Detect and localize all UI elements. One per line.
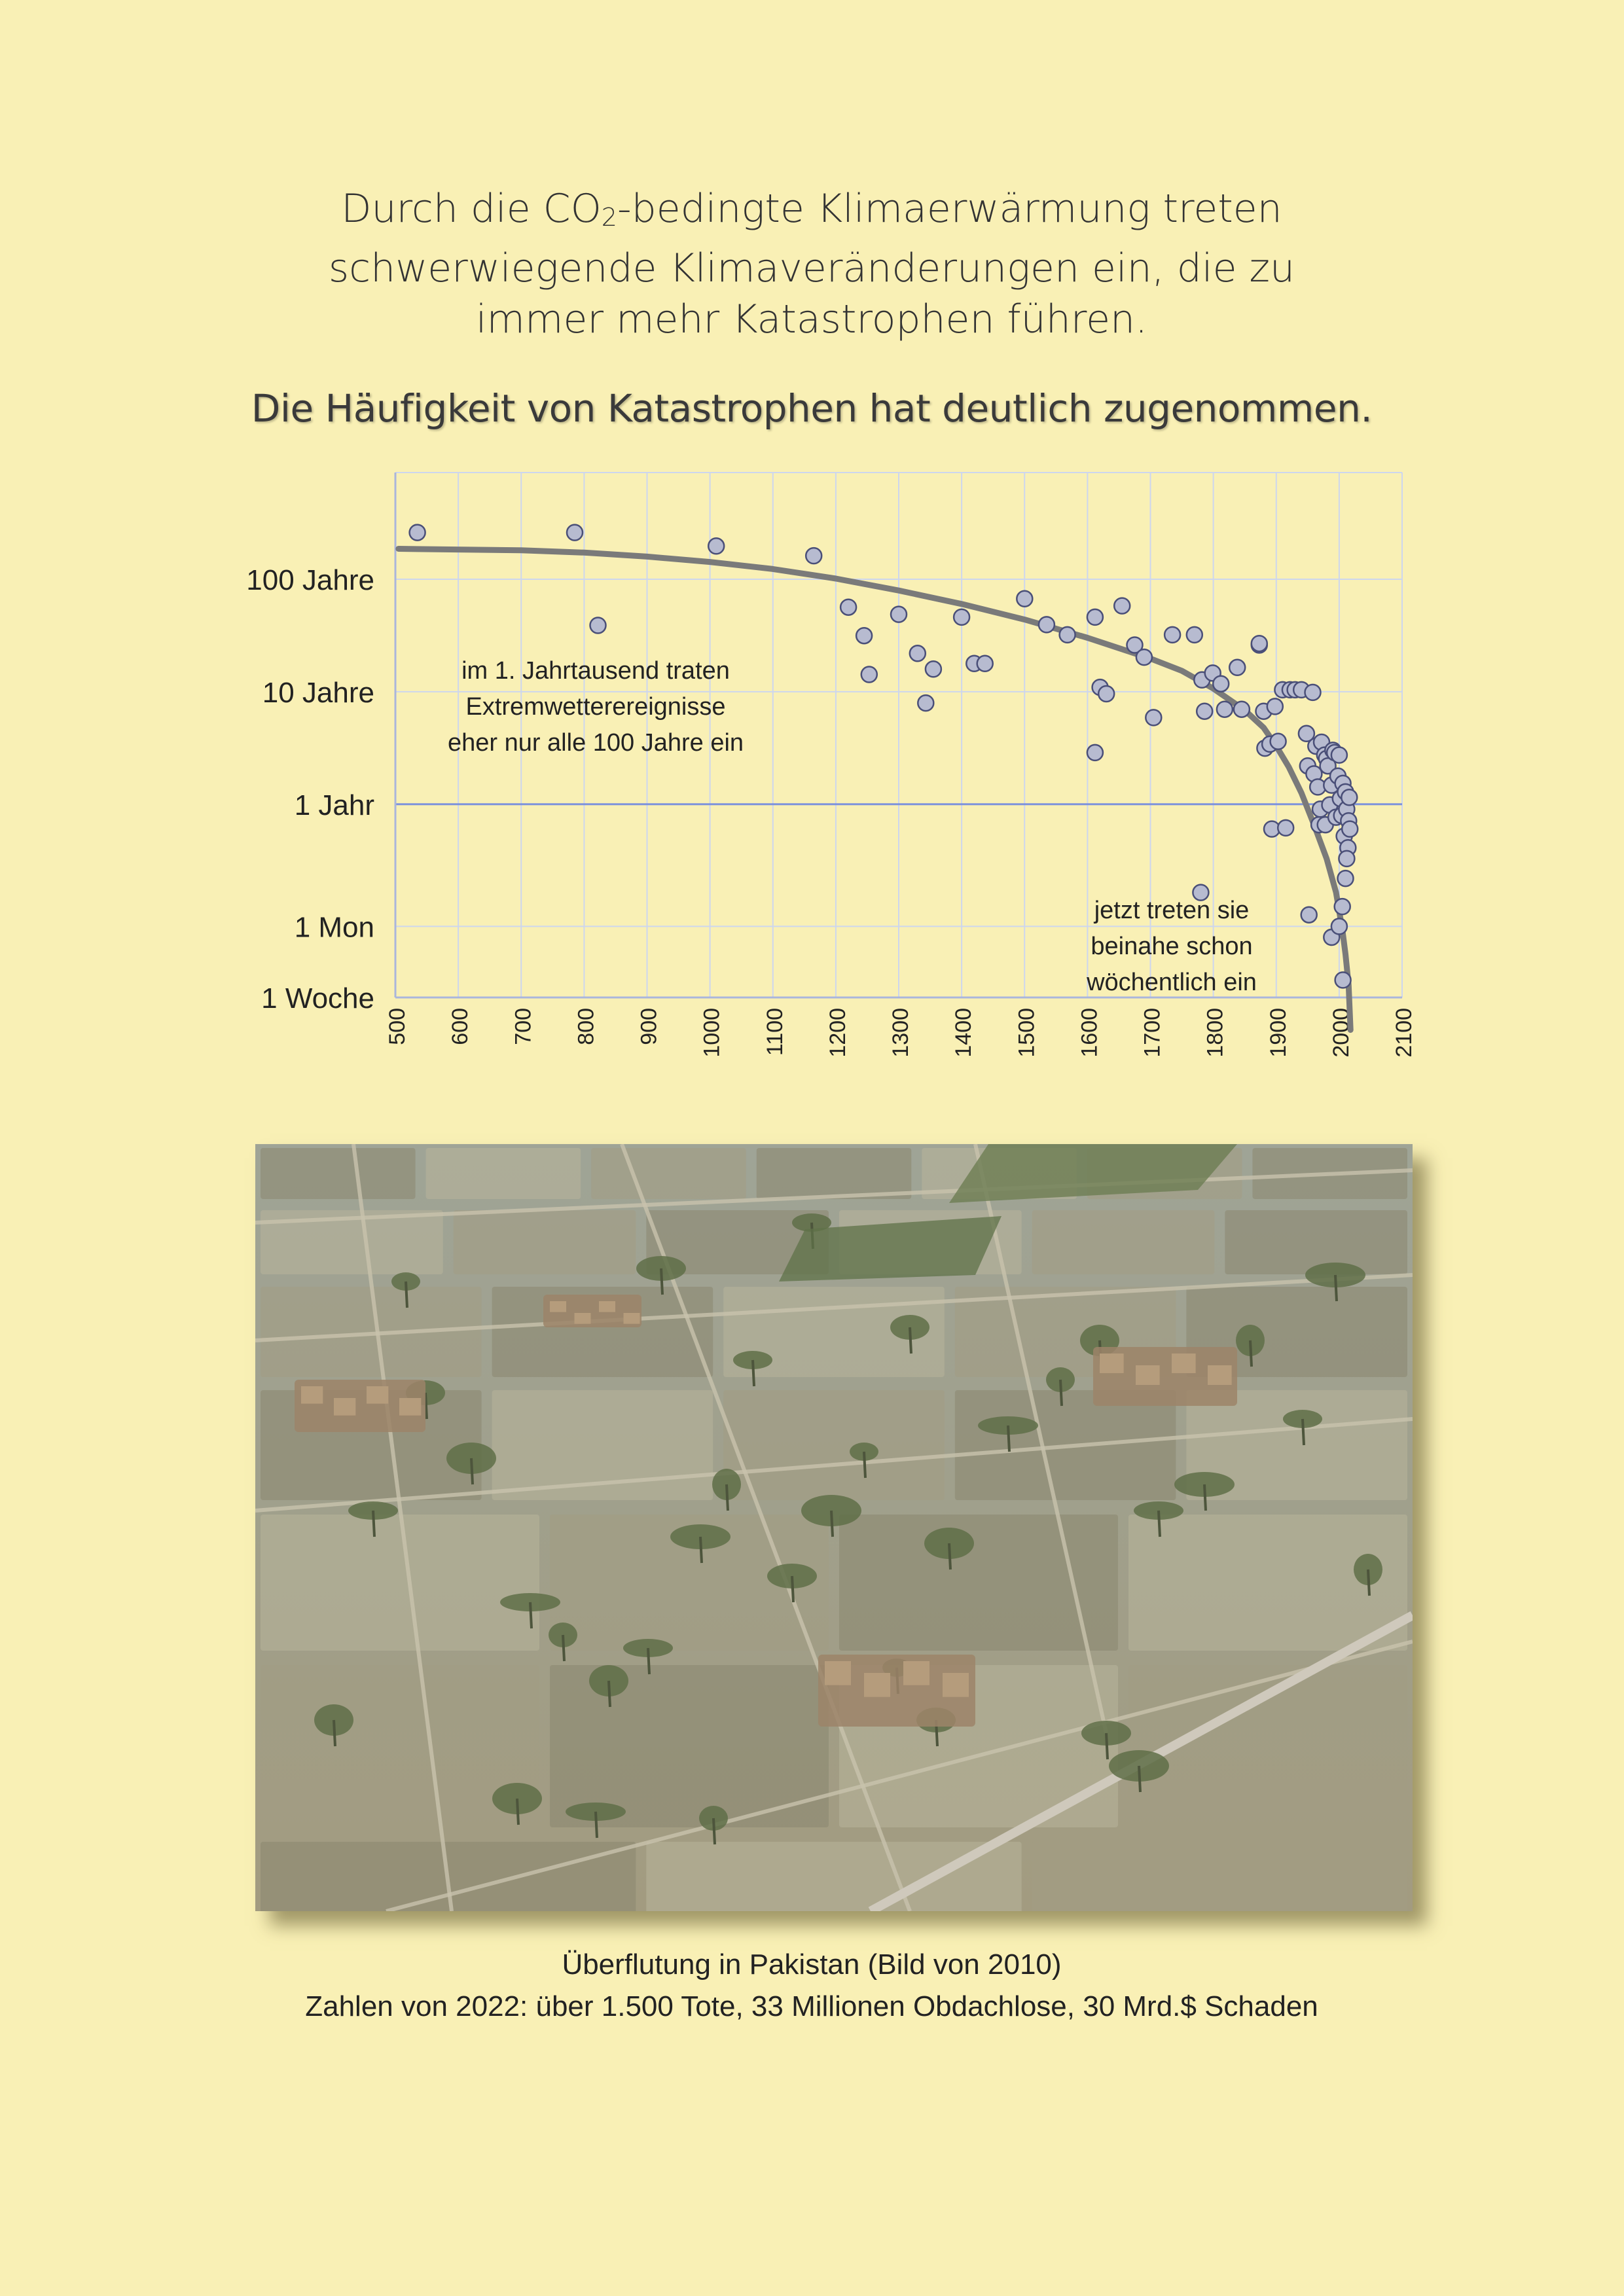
data-point [1217, 702, 1233, 717]
intro-line-2: schwerwiegende Klimaveränderungen ein, die zu [328, 245, 1295, 291]
building [943, 1673, 969, 1697]
flooded-field [261, 1515, 539, 1651]
building [399, 1398, 421, 1416]
flood-photo [255, 1144, 1413, 1911]
tree-trunk [727, 1484, 728, 1511]
x-tick-label: 1000 [699, 1008, 725, 1058]
data-point [1335, 972, 1351, 988]
data-point [977, 656, 993, 672]
chart-annotations [448, 657, 1257, 996]
data-point [1098, 686, 1114, 702]
tree-trunk [609, 1681, 610, 1707]
flooded-field [591, 1148, 746, 1199]
building [550, 1301, 566, 1312]
building [301, 1386, 323, 1404]
flooded-field [646, 1842, 1021, 1911]
data-point [567, 525, 583, 541]
tree-trunk [517, 1799, 518, 1825]
data-point [1305, 685, 1321, 700]
tree-trunk [1303, 1419, 1304, 1445]
tree-trunk [1008, 1426, 1009, 1452]
flooded-field [757, 1148, 912, 1199]
data-point [1335, 899, 1350, 914]
data-point [1060, 627, 1075, 643]
data-point [1271, 734, 1286, 749]
x-tick-label: 1600 [1077, 1008, 1102, 1058]
tree-trunk [1106, 1733, 1108, 1759]
data-point [926, 661, 941, 677]
tree-trunk [596, 1812, 597, 1838]
data-point [1301, 907, 1317, 923]
x-tick-label: 600 [448, 1008, 473, 1045]
data-point [410, 525, 425, 541]
x-tick-label: 1900 [1265, 1008, 1291, 1058]
data-point [1234, 702, 1250, 717]
annotation-line: jetzt treten sie [1094, 897, 1250, 924]
data-point [891, 607, 907, 622]
tree-trunk [334, 1720, 335, 1746]
tree-trunk [910, 1327, 911, 1354]
flooded-field [1032, 1842, 1407, 1911]
data-point [1339, 851, 1354, 867]
y-tick-label: 1 Mon [294, 911, 374, 944]
x-tick-label: 1700 [1140, 1008, 1165, 1058]
tree-trunk [1335, 1275, 1337, 1301]
x-tick-label: 2100 [1392, 1008, 1416, 1058]
x-tick-label: 900 [636, 1008, 662, 1045]
tree-trunk [471, 1458, 473, 1484]
tree-trunk [530, 1602, 532, 1628]
data-point [1252, 636, 1267, 651]
data-point [954, 609, 969, 625]
tree-trunk [792, 1576, 793, 1602]
x-tick-label: 800 [573, 1008, 599, 1045]
building [575, 1313, 591, 1324]
data-point [1267, 698, 1283, 714]
flood-photo-image [255, 1144, 1413, 1911]
x-tick-label: 500 [385, 1008, 410, 1045]
y-tick-label: 10 Jahre [262, 676, 374, 709]
building [1136, 1365, 1160, 1385]
data-point [806, 548, 821, 564]
data-point [1342, 821, 1358, 837]
y-tick-label: 1 Jahr [294, 789, 374, 821]
tree-trunk [700, 1537, 702, 1563]
building [903, 1661, 929, 1685]
tree-trunk [864, 1452, 865, 1478]
annotation-1 [448, 657, 744, 757]
disaster-frequency-chart [0, 0, 1624, 1113]
x-tick-label: 1400 [951, 1008, 977, 1058]
x-tick-label: 1100 [762, 1008, 787, 1056]
building [1172, 1354, 1196, 1373]
data-point [918, 695, 933, 711]
headline: Die Häufigkeit von Katastrophen hat deutlich zugenommen. [251, 386, 1373, 431]
data-point [1197, 704, 1212, 719]
building [864, 1673, 890, 1697]
y-tick-label: 1 Woche [261, 982, 374, 1014]
tree-trunk [563, 1635, 564, 1661]
data-point [1164, 627, 1180, 643]
flooded-field [839, 1515, 1118, 1651]
flooded-field [426, 1148, 581, 1199]
tree-trunk [949, 1543, 950, 1570]
tree-trunk [1204, 1484, 1206, 1511]
annotation-line: eher nur alle 100 Jahre ein [447, 729, 744, 757]
tree-trunk [425, 1393, 427, 1419]
x-tick-label: 700 [511, 1008, 536, 1045]
x-tick-label: 2000 [1328, 1008, 1354, 1058]
tree-trunk [713, 1818, 715, 1844]
data-point [1331, 918, 1347, 934]
data-point [1087, 609, 1103, 625]
y-tick-label: 100 Jahre [246, 564, 374, 596]
x-tick-label: 1800 [1202, 1008, 1228, 1058]
building [1208, 1365, 1232, 1385]
data-point [910, 645, 926, 661]
data-point [1017, 591, 1032, 607]
x-tick-label: 1500 [1014, 1008, 1039, 1058]
data-point [1187, 627, 1202, 643]
tree-trunk [1159, 1511, 1160, 1537]
data-point [840, 600, 856, 615]
tree-trunk [661, 1268, 662, 1295]
building [624, 1313, 640, 1324]
data-point [1213, 676, 1229, 692]
data-point [708, 538, 724, 554]
tree-trunk [373, 1511, 374, 1537]
caption-line-1: Überflutung in Pakistan (Bild von 2010) [562, 1948, 1062, 1981]
data-point [1114, 598, 1130, 614]
building [825, 1661, 851, 1685]
data-point [1229, 660, 1245, 675]
building [367, 1386, 388, 1404]
flooded-field [723, 1390, 945, 1500]
data-point [856, 628, 872, 643]
building [334, 1398, 355, 1416]
tree-trunk [1250, 1340, 1252, 1367]
caption-line-2: Zahlen von 2022: über 1.500 Tote, 33 Millionen Obdachlose, 30 Mrd.$ Schaden [305, 1990, 1318, 2022]
building [1100, 1354, 1124, 1373]
annotation-2 [1086, 897, 1257, 996]
data-point [1338, 870, 1354, 886]
data-point [1136, 649, 1152, 665]
flooded-field [454, 1210, 636, 1274]
intro-line-3: immer mehr Katastrophen führen. [475, 296, 1148, 342]
data-point [861, 667, 877, 683]
tree-trunk [1368, 1570, 1369, 1596]
annotation-line: im 1. Jahrtausend traten [461, 657, 730, 685]
x-tick-label: 1200 [825, 1008, 850, 1058]
tree-trunk [1139, 1766, 1140, 1792]
data-point [1087, 745, 1103, 761]
flooded-field [261, 1148, 416, 1199]
x-tick-label: 1300 [888, 1008, 913, 1058]
annotation-line: Extremwetterereignisse [465, 693, 726, 721]
data-point [1331, 747, 1347, 763]
tree-trunk [753, 1360, 754, 1386]
tree-trunk [648, 1648, 649, 1674]
data-point [1039, 617, 1055, 632]
annotation-line: beinahe schon [1091, 933, 1253, 960]
tree-trunk [1060, 1380, 1062, 1406]
tree-trunk [831, 1511, 833, 1537]
annotation-line: wöchentlich ein [1087, 969, 1257, 996]
data-point [590, 618, 606, 634]
data-point [1278, 820, 1293, 836]
building [599, 1301, 615, 1312]
flooded-field [1225, 1210, 1407, 1274]
photo-caption [157, 1944, 1466, 2028]
flooded-field [1032, 1210, 1215, 1274]
tree-trunk [406, 1282, 407, 1308]
data-point [1146, 709, 1161, 725]
data-point [1341, 789, 1357, 805]
intro-line-1: Durch die $CO_2$-bedingte Klimaerwärmung treten [341, 186, 1282, 232]
